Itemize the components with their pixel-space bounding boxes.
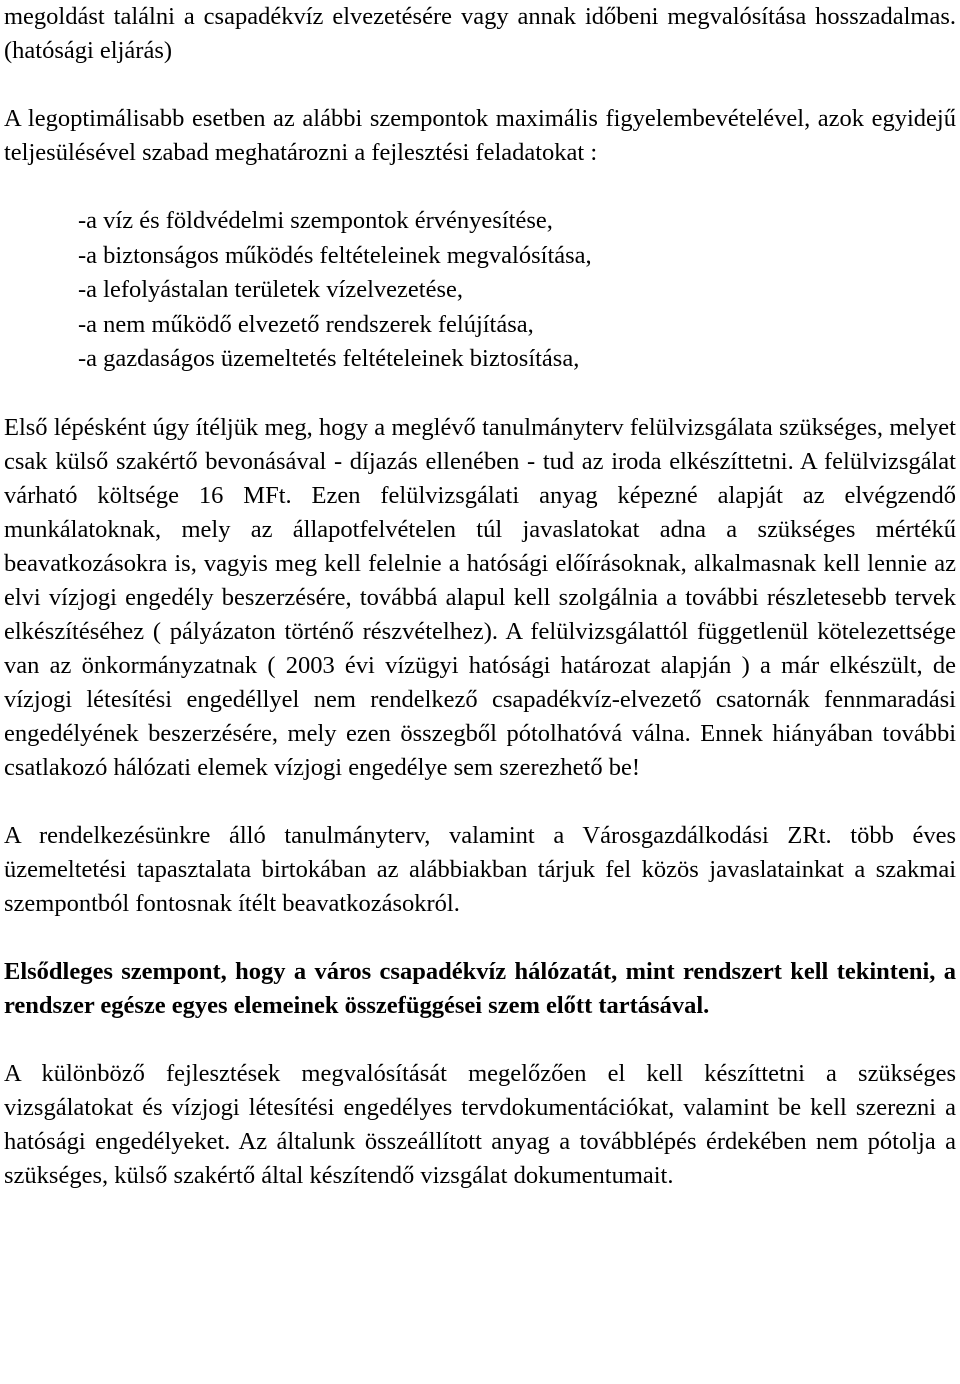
spacer <box>4 68 956 102</box>
paragraph-developments: A különböző fejlesztések megvalósítását megelőzően el kell készíttetni a szükséges vizsgálatokat és vízjogi létesítési engedélyes tervdokumentációkat, valamint be kell szerezni a hatósági engedélyeket. Az általunk összeállított anyag a továbblépés érdekében nem pótolja a szükséges, külső szakértő által készítendő vizsgálat dokumentumait. <box>4 1059 956 1189</box>
list-item: -a lefolyástalan területek vízelvezetése, <box>78 276 463 303</box>
paragraph-intro-continuation: megoldást találni a csapadékvíz elvezetésére vagy annak időbeni megvalósítása hosszadalmas. (hatósági eljárás) <box>4 3 956 64</box>
list-item: -a nem működő elvezető rendszerek felújítása, <box>78 310 534 338</box>
list-item: -a biztonságos működés feltételeinek megvalósítása, <box>78 241 592 269</box>
paragraph-criteria-intro: A legoptimálisabb esetben az alábbi szempontok maximális figyelembevételével, azok egyidejű teljesülésével szabad meghatározni a fejlesztési feladatokat : <box>4 105 956 166</box>
spacer <box>4 1023 956 1057</box>
list-item: -a víz és földvédelmi szempontok érvényesítése, <box>78 207 553 234</box>
spacer <box>4 921 956 955</box>
spacer <box>4 785 956 819</box>
list-item: -a gazdaságos üzemeltetés feltételeinek biztosítása, <box>78 345 580 372</box>
spacer <box>4 170 956 204</box>
spacer <box>4 377 956 411</box>
criteria-list <box>4 204 956 377</box>
document-page <box>4 0 956 1193</box>
paragraph-proposals: A rendelkezésünkre álló tanulmányterv, valamint a Városgazdálkodási ZRt. több éves üzemeltetési tapasztalata birtokában az alábbiakban tárjuk fel közös javaslatainkat a szakmai szempontból fontosnak ítélt beavatkozásokról. <box>4 821 956 917</box>
paragraph-review: Első lépésként úgy ítéljük meg, hogy a meglévő tanulmányterv felülvizsgálata szükséges, melyet csak külső szakértő bevonásával - díjazás ellenében - tud az iroda elkészíttetni. A felülvizsgálat várható költsége 16 MFt. Ezen felülvizsgálati anyag képezné alapját az elvégzendő munkálatoknak, mely az állapotfelvételen túl javaslatokat adna a szükséges mértékű beavatkozásokra is, vagyis meg kell felelnie a hatósági előírásoknak, alkalmasnak kell lennie az elvi vízjogi engedély beszerzésére, továbbá alapul kell szolgálnia a további részletesebb tervek elkészítéséhez ( pályázaton történő részvételhez). A felülvizsgálattól függetlenül kötelezettsége van az önkormányzatnak ( 2003 évi vízügyi hatósági határozat alapján ) a már elkészült, de vízjogi létesítési engedéllyel nem rendelkező csapadékvíz-elvezető csatornák fennmaradási engedélyének beszerzésére, mely ezen összegből pótolhatóvá válna. Ennek hiányában további csatlakozó hálózati elemek vízjogi engedélye sem szerezhető be! <box>4 413 956 781</box>
paragraph-primary-principle: Elsődleges szempont, hogy a város csapadékvíz hálózatát, mint rendszert kell tekinteni, a rendszer egésze egyes elemeinek összefüggései szem előtt tartásával. <box>4 957 956 1019</box>
